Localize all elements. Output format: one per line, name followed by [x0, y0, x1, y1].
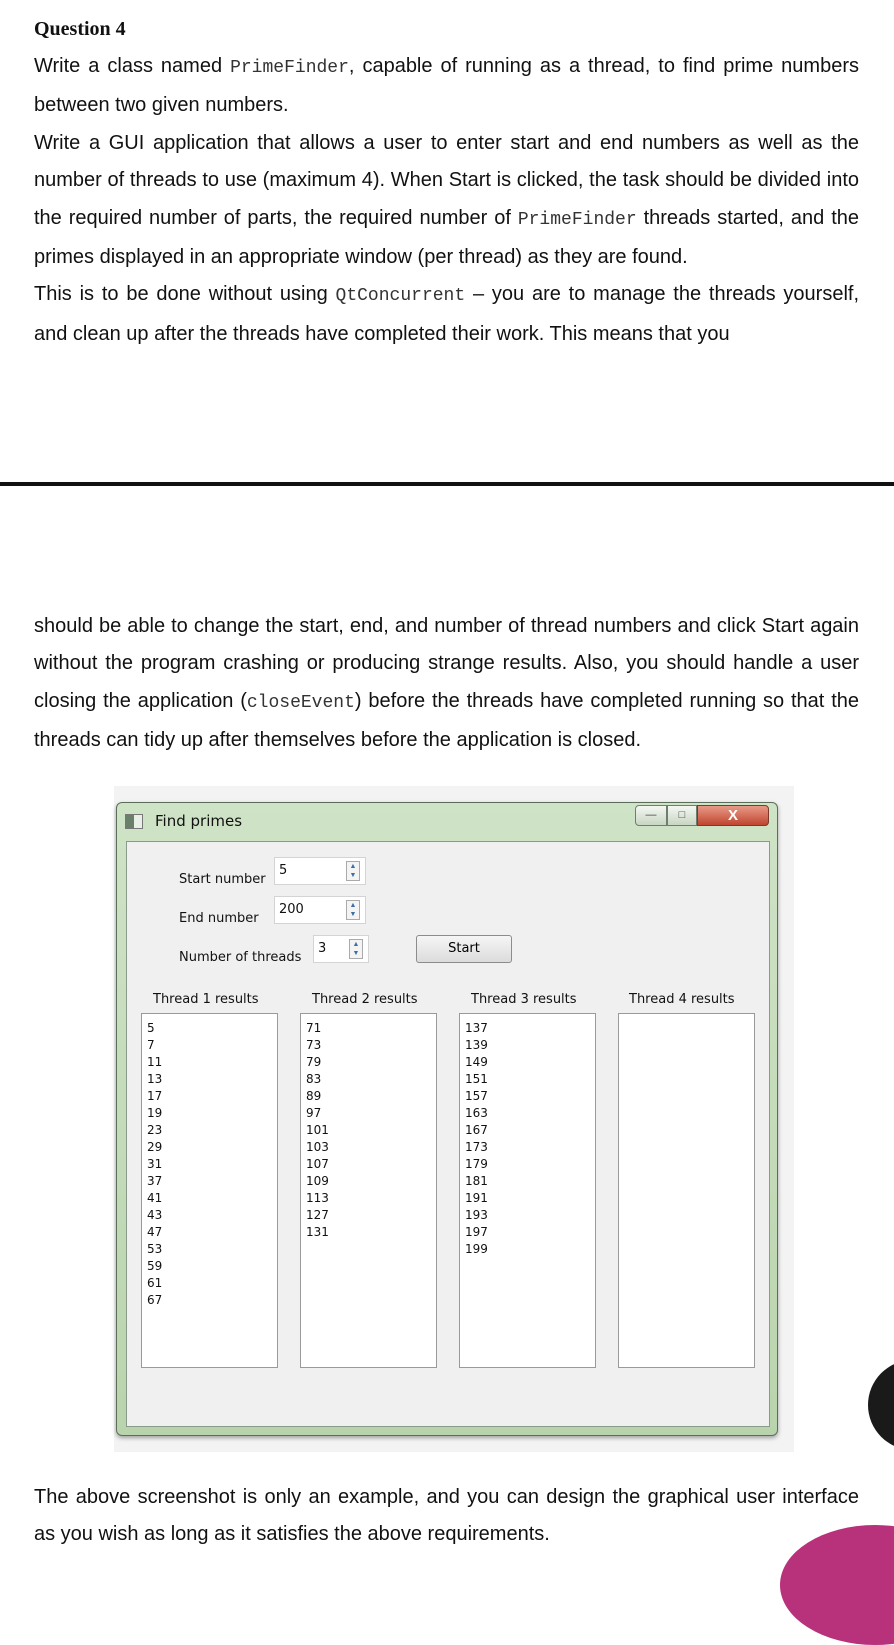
question-title: Question 4: [34, 18, 126, 40]
p3-text-b: – you are to manage the threads yourself, and clean up after the threads have completed their work. This means that you: [34, 283, 859, 345]
list-item[interactable]: 139: [465, 1038, 488, 1052]
list-item[interactable]: 191: [465, 1191, 488, 1205]
list-item[interactable]: 37: [147, 1174, 163, 1188]
list-item[interactable]: 53: [147, 1242, 163, 1256]
list-item[interactable]: 19: [147, 1106, 163, 1120]
list-item[interactable]: 79: [306, 1055, 322, 1069]
thread-2-results-list[interactable]: [300, 1013, 437, 1368]
list-item[interactable]: 101: [306, 1123, 329, 1137]
list-item[interactable]: 89: [306, 1089, 322, 1103]
list-item[interactable]: 47: [147, 1225, 163, 1239]
app-icon: [125, 814, 143, 829]
thread-4-results-list[interactable]: [618, 1013, 755, 1368]
list-item[interactable]: 83: [306, 1072, 322, 1086]
p2-text-b: threads started, and the primes displayed in an appropriate window (per thread) as they are found.: [34, 206, 859, 269]
p2-code-primefinder: PrimeFinder: [517, 209, 637, 230]
spin-arrows-icon[interactable]: ▲ ▼: [346, 861, 360, 881]
list-item[interactable]: 199: [465, 1242, 488, 1256]
p2-text-a: Write a GUI application that allows a user to enter start and end numbers as well as the number of threads to use (maximum 4). When Start is clicked, the task should be divided into the required number of parts, the required number of: [34, 131, 859, 229]
list-item[interactable]: 103: [306, 1140, 329, 1154]
minimize-button[interactable]: —: [635, 805, 667, 826]
thread-1-results-list[interactable]: [141, 1013, 278, 1368]
thread-2-header: Thread 2 results: [312, 992, 418, 1007]
list-item[interactable]: 179: [465, 1157, 488, 1171]
threads-label: Number of threads: [179, 950, 302, 965]
list-item[interactable]: 157: [465, 1089, 488, 1103]
list-item[interactable]: 173: [465, 1140, 488, 1154]
thread-3-results-list[interactable]: [459, 1013, 596, 1368]
list-item[interactable]: 181: [465, 1174, 488, 1188]
list-item[interactable]: 197: [465, 1225, 488, 1239]
list-item[interactable]: 163: [465, 1106, 488, 1120]
p4-text-a: should be able to change the start, end, and number of thread numbers and click Start again without the program crashing or producing strange results. Also, you should handle a user closing the application (: [34, 615, 859, 712]
list-item[interactable]: 131: [306, 1225, 329, 1239]
start-number-spinbox[interactable]: [274, 857, 366, 885]
p4-text-b: ) before the threads have completed running so that the threads can tidy up after themselves before the application is closed.: [34, 689, 860, 752]
start-button[interactable]: Start: [416, 935, 512, 963]
end-number-spinbox[interactable]: [274, 896, 366, 924]
list-item[interactable]: 11: [147, 1055, 163, 1069]
list-item[interactable]: 73: [306, 1038, 322, 1052]
p1-text-b: , capable of running as a thread, to find prime numbers between two given numbers.: [34, 55, 859, 117]
window-titlebar[interactable]: [117, 803, 777, 837]
paragraph-continued: [34, 608, 859, 760]
close-button[interactable]: X: [697, 805, 769, 826]
p3-text-a: This is to be done without using: [34, 283, 336, 306]
end-number-value: 200: [279, 902, 304, 917]
list-item[interactable]: 59: [147, 1259, 163, 1273]
list-item[interactable]: 149: [465, 1055, 488, 1069]
list-item[interactable]: 23: [147, 1123, 163, 1137]
list-item[interactable]: 67: [147, 1293, 163, 1307]
list-item[interactable]: 137: [465, 1021, 488, 1035]
spin-arrows-icon[interactable]: ▲ ▼: [346, 900, 360, 920]
end-number-label: End number: [179, 911, 259, 926]
list-item[interactable]: 109: [306, 1174, 329, 1188]
list-item[interactable]: 151: [465, 1072, 488, 1086]
p4-code-closeevent: closeEvent: [246, 692, 355, 713]
find-primes-window: [116, 802, 778, 1436]
decorative-circle: [868, 1360, 894, 1450]
p3-code-qtconcurrent: QtConcurrent: [335, 286, 466, 307]
list-item[interactable]: 13: [147, 1072, 163, 1086]
list-item[interactable]: 43: [147, 1208, 163, 1222]
footer-text: The above screenshot is only an example, and you can design the graphical user interface as you wish as long as it satisfies the above requirements.: [34, 1486, 859, 1546]
p1-code-primefinder: PrimeFinder: [230, 58, 349, 78]
start-number-value: 5: [279, 863, 288, 878]
list-item[interactable]: 5: [147, 1021, 155, 1035]
page-break-rule: [0, 482, 894, 486]
maximize-button[interactable]: □: [667, 805, 697, 826]
window-title: Find primes: [155, 812, 243, 830]
thread-1-header: Thread 1 results: [153, 992, 259, 1007]
start-number-label: Start number: [179, 872, 266, 887]
list-item[interactable]: 17: [147, 1089, 163, 1103]
threads-spinbox[interactable]: [313, 935, 369, 963]
list-item[interactable]: 193: [465, 1208, 488, 1222]
window-client-area: [126, 841, 770, 1427]
paragraph-footer: [34, 1479, 859, 1554]
list-item[interactable]: 127: [306, 1208, 329, 1222]
paragraph-class-description: [34, 48, 859, 353]
list-item[interactable]: 107: [306, 1157, 329, 1171]
list-item[interactable]: 61: [147, 1276, 163, 1290]
list-item[interactable]: 71: [306, 1021, 322, 1035]
threads-value: 3: [318, 941, 327, 956]
thread-3-header: Thread 3 results: [471, 992, 577, 1007]
spin-arrows-icon[interactable]: ▲ ▼: [349, 939, 363, 959]
p1-text-a: Write a class named: [34, 55, 231, 77]
list-item[interactable]: 41: [147, 1191, 163, 1205]
list-item[interactable]: 29: [147, 1140, 163, 1154]
list-item[interactable]: 7: [147, 1038, 155, 1052]
list-item[interactable]: 167: [465, 1123, 488, 1137]
thread-4-header: Thread 4 results: [629, 992, 735, 1007]
list-item[interactable]: 113: [306, 1191, 329, 1205]
list-item[interactable]: 97: [306, 1106, 322, 1120]
list-item[interactable]: 31: [147, 1157, 163, 1171]
